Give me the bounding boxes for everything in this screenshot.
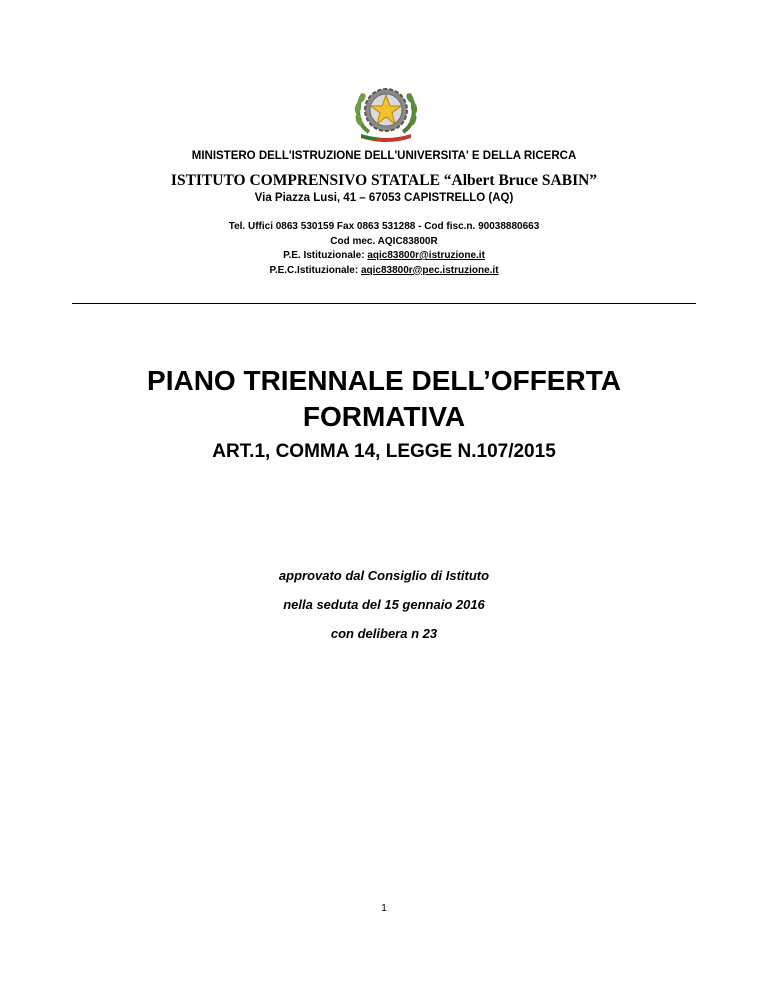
pec-label: P.E.C.Istituzionale: [269, 264, 361, 276]
ministry-name: MINISTERO DELL'ISTRUZIONE DELL'UNIVERSITA' E DELLA RICERCA [191, 150, 577, 162]
phone-fax-line: Tel. Uffici 0863 530159 Fax 0863 531288 - Cod fisc.n. 90038880663 [228, 221, 540, 232]
approval-line-1: approvato dal Consiglio di Istituto [278, 568, 490, 583]
pe-line [0, 249, 768, 264]
header-divider [72, 303, 696, 304]
page-number: 1 [381, 903, 387, 914]
document-subtitle: ART.1, COMMA 14, LEGGE N.107/2015 [212, 441, 556, 462]
approval-line-3: con delibera n 23 [330, 626, 438, 641]
institute-address: Via Piazza Lusi, 41 – 67053 CAPISTRELLO (AQ) [254, 192, 514, 204]
approval-block [0, 561, 768, 648]
pec-email-link[interactable]: aqic83800r@pec.istruzione.it [360, 264, 499, 276]
contact-block [0, 220, 768, 278]
document-title [0, 363, 768, 435]
document-title-line-2: FORMATIVA [302, 401, 466, 432]
pec-line [0, 264, 768, 279]
pe-label: P.E. Istituzionale: [283, 250, 368, 261]
document-title-line-1: PIANO TRIENNALE DELL’OFFERTA [147, 365, 621, 396]
approval-line-2: nella seduta del 15 gennaio 2016 [283, 597, 485, 612]
pe-email-link[interactable]: aqic83800r@istruzione.it [367, 250, 485, 261]
institute-name: ISTITUTO COMPRENSIVO STATALE “Albert Bruce SABIN” [170, 172, 598, 189]
italian-republic-emblem-icon [349, 80, 423, 142]
mechanographic-code-line: Cod mec. AQIC83800R [330, 235, 438, 247]
